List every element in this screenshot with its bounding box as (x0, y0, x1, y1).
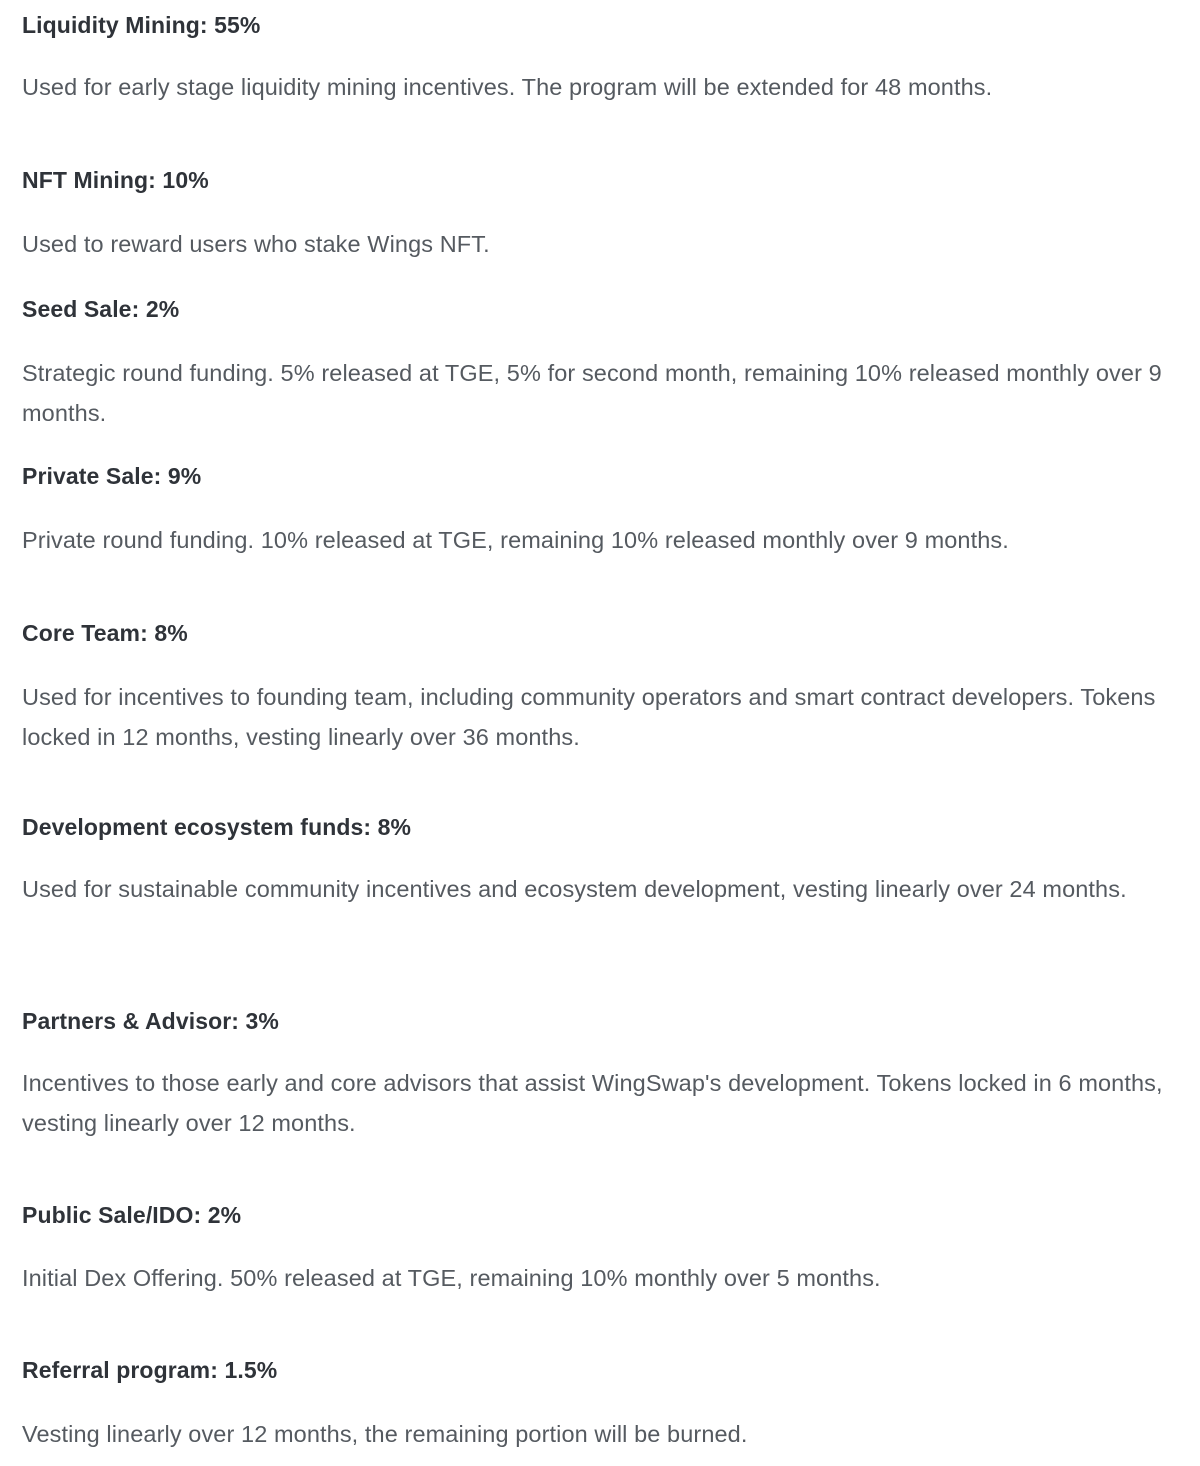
section-heading-private-sale: Private Sale: 9% (22, 463, 202, 489)
section-heading-referral-program: Referral program: 1.5% (22, 1357, 278, 1383)
section-heading-partners-advisor: Partners & Advisor: 3% (22, 1008, 279, 1034)
section-description-liquidity-mining: Used for early stage liquidity mining incentives. The program will be extended for 48 months. (22, 74, 993, 100)
section-description-referral-program: Vesting linearly over 12 months, the remaining portion will be burned. (22, 1421, 748, 1447)
section-heading-public-sale-ido: Public Sale/IDO: 2% (22, 1202, 242, 1228)
section-heading-seed-sale: Seed Sale: 2% (22, 296, 180, 322)
section-heading-liquidity-mining: Liquidity Mining: 55% (22, 12, 261, 38)
section-description-public-sale-ido: Initial Dex Offering. 50% released at TGE, remaining 10% monthly over 5 months. (22, 1265, 881, 1291)
section-description-core-team: Used for incentives to founding team, including community operators and smart contract developers. Tokens locked in 12 months, vesting linearly over 36 months. (22, 684, 1156, 750)
section-description-nft-mining: Used to reward users who stake Wings NFT. (22, 231, 490, 257)
section-description-seed-sale: Strategic round funding. 5% released at TGE, 5% for second month, remaining 10% released monthly over 9 months. (22, 360, 1162, 426)
section-description-partners-advisor: Incentives to those early and core advisors that assist WingSwap's development. Tokens locked in 6 months, vesting linearly over 12 months. (22, 1070, 1163, 1136)
section-description-development-ecosystem-funds: Used for sustainable community incentives and ecosystem development, vesting linearly over 24 months. (22, 876, 1127, 902)
section-heading-nft-mining: NFT Mining: 10% (22, 167, 209, 193)
section-heading-development-ecosystem-funds: Development ecosystem funds: 8% (22, 814, 412, 840)
section-heading-core-team: Core Team: 8% (22, 620, 188, 646)
section-description-private-sale: Private round funding. 10% released at TGE, remaining 10% released monthly over 9 months. (22, 527, 1009, 553)
